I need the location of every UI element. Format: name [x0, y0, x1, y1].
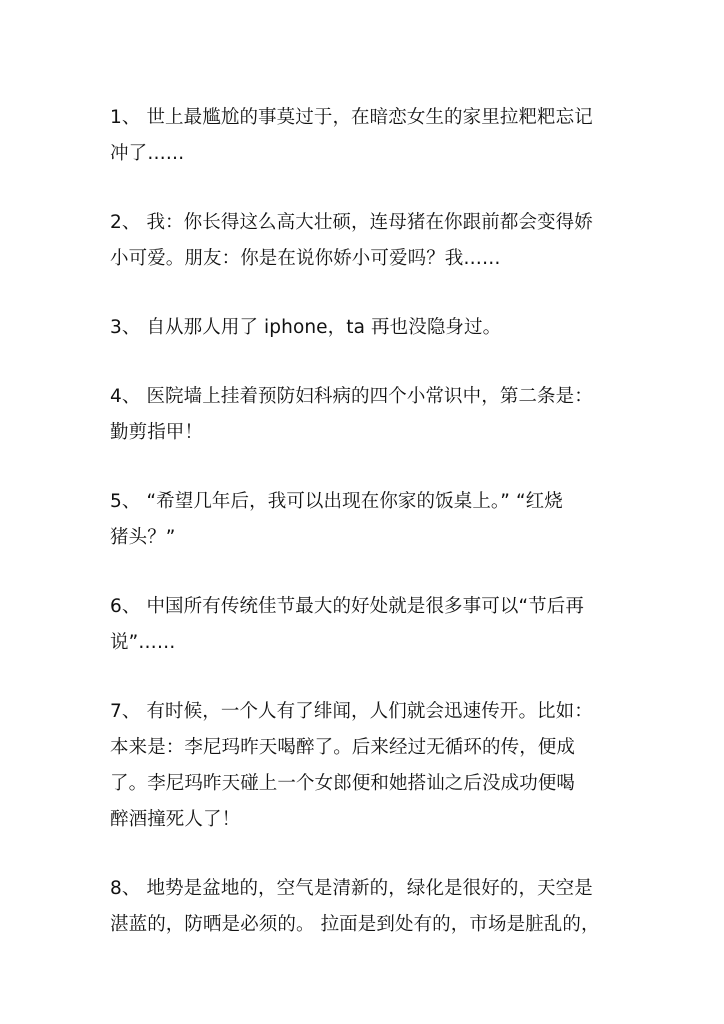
- list-item: [110, 871, 620, 943]
- list-item: [110, 694, 620, 838]
- text-line: 7、 有时候，一个人有了绯闻，人们就会迅速传开。比如：: [110, 701, 593, 722]
- text-line: 冲了……: [110, 143, 185, 164]
- text-line: 2、 我：你长得这么高大壮硕，连母猪在你跟前都会变得娇: [110, 212, 593, 233]
- text-line: 醉酒撞死人了！: [110, 809, 241, 830]
- list-item: [110, 205, 620, 277]
- text-line: 1、 世上最尴尬的事莫过于，在暗恋女生的家里拉粑粑忘记: [110, 107, 593, 128]
- text-line: 猪头？”: [110, 527, 176, 548]
- list-item: [110, 484, 620, 556]
- text-line: 本来是：李尼玛昨天喝醉了。后来经过无循环的传，便成: [110, 737, 576, 758]
- list-item: [110, 310, 620, 346]
- text-line: 说”……: [110, 632, 176, 653]
- text-line: 8、 地势是盆地的，空气是清新的，绿化是很好的，天空是: [110, 878, 593, 899]
- joke-list: [110, 100, 620, 976]
- list-item: [110, 379, 620, 451]
- list-item: [110, 100, 620, 172]
- text-line: 5、 “希望几年后，我可以出现在你家的饭桌上。” “红烧: [110, 491, 563, 512]
- text-line: 小可爱。朋友：你是在说你娇小可爱吗？我……: [110, 248, 501, 269]
- text-line: 4、 医院墙上挂着预防妇科病的四个小常识中，第二条是：: [110, 386, 593, 407]
- text-line: 3、 自从那人用了 iphone，ta 再也没隐身过。: [110, 317, 502, 338]
- text-line: 6、 中国所有传统佳节最大的好处就是很多事可以“节后再: [110, 596, 584, 617]
- text-line: 勤剪指甲！: [110, 422, 204, 443]
- list-item: [110, 589, 620, 661]
- text-line: 了。李尼玛昨天碰上一个女郎便和她搭讪之后没成功便喝: [110, 773, 576, 794]
- text-line: 湛蓝的，防晒是必须的。 拉面是到处有的，市场是脏乱的，: [110, 914, 600, 935]
